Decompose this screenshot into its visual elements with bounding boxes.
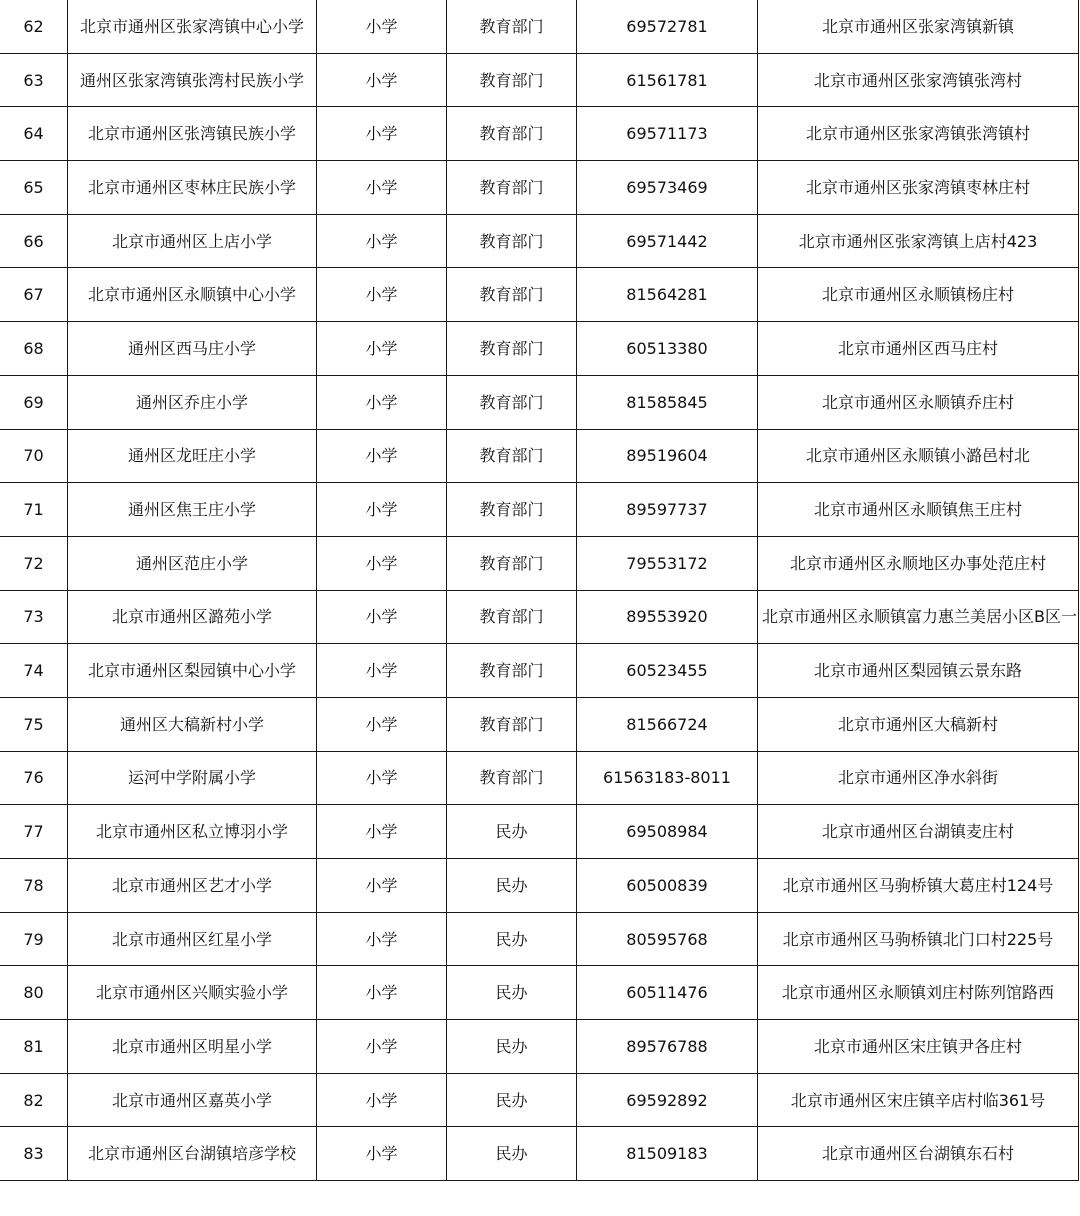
department-cell: 教育部门 [447, 53, 577, 107]
school-level-cell: 小学 [317, 536, 447, 590]
school-name-cell: 通州区张家湾镇张湾村民族小学 [68, 53, 317, 107]
school-name-cell: 北京市通州区张湾镇民族小学 [68, 107, 317, 161]
address-text: 北京市通州区永顺镇焦王庄村 [813, 500, 1022, 520]
table-row [0, 697, 1079, 751]
department-cell: 教育部门 [447, 322, 577, 376]
address-cell [758, 483, 1079, 537]
phone-cell: 81566724 [577, 697, 758, 751]
school-name-cell: 北京市通州区嘉英小学 [68, 1073, 317, 1127]
row-number-cell: 74 [0, 644, 68, 698]
school-level-cell: 小学 [317, 53, 447, 107]
address-text: 北京市通州区净水斜街 [837, 768, 998, 788]
school-level-cell: 小学 [317, 268, 447, 322]
table-row [0, 966, 1079, 1020]
table-row [0, 483, 1079, 537]
school-name-cell: 北京市通州区明星小学 [68, 1020, 317, 1074]
row-number-cell: 80 [0, 966, 68, 1020]
address-text: 北京市通州区张家湾镇枣林庄村 [805, 177, 1030, 197]
school-name-cell: 通州区焦王庄小学 [68, 483, 317, 537]
phone-cell: 60523455 [577, 644, 758, 698]
address-cell [758, 859, 1079, 913]
school-name-cell: 运河中学附属小学 [68, 751, 317, 805]
phone-cell: 81509183 [577, 1127, 758, 1181]
address-text: 北京市通州区台湖镇麦庄村 [821, 822, 1014, 842]
address-text: 北京市通州区台湖镇东石村 [821, 1144, 1014, 1164]
phone-cell: 89597737 [577, 483, 758, 537]
table-row [0, 536, 1079, 590]
address-cell [758, 966, 1079, 1020]
school-name-cell: 通州区龙旺庄小学 [68, 429, 317, 483]
department-cell: 教育部门 [447, 644, 577, 698]
phone-cell: 60513380 [577, 322, 758, 376]
address-text: 北京市通州区永顺地区办事处范庄村 [789, 553, 1046, 573]
row-number-cell: 67 [0, 268, 68, 322]
school-level-cell: 小学 [317, 214, 447, 268]
school-name-cell: 北京市通州区梨园镇中心小学 [68, 644, 317, 698]
address-cell [758, 751, 1079, 805]
row-number-cell: 75 [0, 697, 68, 751]
table-row [0, 429, 1079, 483]
school-name-cell: 通州区范庄小学 [68, 536, 317, 590]
address-cell [758, 912, 1079, 966]
school-level-cell: 小学 [317, 483, 447, 537]
address-cell [758, 107, 1079, 161]
school-level-cell: 小学 [317, 322, 447, 376]
address-text: 北京市通州区梨园镇云景东路 [813, 661, 1022, 681]
address-text: 北京市通州区马驹桥镇大葛庄村124号 [782, 875, 1054, 895]
table-row [0, 322, 1079, 376]
row-number-cell: 69 [0, 375, 68, 429]
row-number-cell: 62 [0, 0, 68, 53]
school-level-cell: 小学 [317, 751, 447, 805]
address-cell [758, 0, 1079, 53]
address-text: 北京市通州区永顺镇乔庄村 [821, 392, 1014, 412]
address-cell [758, 1127, 1079, 1181]
row-number-cell: 83 [0, 1127, 68, 1181]
school-name-cell: 北京市通州区台湖镇培彦学校 [68, 1127, 317, 1181]
department-cell: 教育部门 [447, 268, 577, 322]
department-cell: 教育部门 [447, 214, 577, 268]
address-text: 北京市通州区张家湾镇新镇 [821, 16, 1014, 36]
department-cell: 教育部门 [447, 483, 577, 537]
phone-cell: 61563183-8011 [577, 751, 758, 805]
school-name-cell: 通州区西马庄小学 [68, 322, 317, 376]
phone-cell: 89576788 [577, 1020, 758, 1074]
phone-cell: 69573469 [577, 161, 758, 215]
department-cell: 教育部门 [447, 536, 577, 590]
school-name-cell: 北京市通州区红星小学 [68, 912, 317, 966]
address-cell [758, 697, 1079, 751]
address-cell [758, 590, 1079, 644]
phone-cell: 81585845 [577, 375, 758, 429]
phone-cell: 60511476 [577, 966, 758, 1020]
phone-cell: 89553920 [577, 590, 758, 644]
department-cell: 教育部门 [447, 590, 577, 644]
department-cell: 教育部门 [447, 697, 577, 751]
phone-cell: 81564281 [577, 268, 758, 322]
department-cell: 民办 [447, 1020, 577, 1074]
address-text: 北京市通州区宋庄镇辛店村临361号 [790, 1090, 1046, 1110]
school-level-cell: 小学 [317, 1073, 447, 1127]
department-cell: 教育部门 [447, 429, 577, 483]
row-number-cell: 63 [0, 53, 68, 107]
table-row [0, 268, 1079, 322]
school-level-cell: 小学 [317, 644, 447, 698]
table-row [0, 1020, 1079, 1074]
school-name-cell: 北京市通州区潞苑小学 [68, 590, 317, 644]
phone-cell: 69571442 [577, 214, 758, 268]
school-level-cell: 小学 [317, 859, 447, 913]
department-cell: 民办 [447, 912, 577, 966]
address-cell [758, 214, 1079, 268]
table-row [0, 53, 1079, 107]
phone-cell: 61561781 [577, 53, 758, 107]
row-number-cell: 78 [0, 859, 68, 913]
row-number-cell: 81 [0, 1020, 68, 1074]
department-cell: 教育部门 [447, 0, 577, 53]
address-cell [758, 1073, 1079, 1127]
table-row [0, 161, 1079, 215]
row-number-cell: 68 [0, 322, 68, 376]
school-level-cell: 小学 [317, 107, 447, 161]
school-level-cell: 小学 [317, 697, 447, 751]
phone-cell: 69572781 [577, 0, 758, 53]
table-row [0, 644, 1079, 698]
address-cell [758, 429, 1079, 483]
address-text: 北京市通州区张家湾镇张湾村 [813, 70, 1022, 90]
department-cell: 教育部门 [447, 107, 577, 161]
address-text: 北京市通州区永顺镇小潞邑村北 [805, 446, 1030, 466]
address-cell [758, 644, 1079, 698]
phone-cell: 69508984 [577, 805, 758, 859]
address-text: 北京市通州区永顺镇杨庄村 [821, 285, 1014, 305]
row-number-cell: 71 [0, 483, 68, 537]
department-cell: 教育部门 [447, 375, 577, 429]
school-name-cell: 北京市通州区永顺镇中心小学 [68, 268, 317, 322]
address-text: 北京市通州区永顺镇富力惠兰美居小区B区一 [762, 607, 1077, 627]
department-cell: 民办 [447, 805, 577, 859]
address-text: 北京市通州区张家湾镇张湾镇村 [805, 124, 1030, 144]
address-cell [758, 268, 1079, 322]
row-number-cell: 79 [0, 912, 68, 966]
table-row [0, 0, 1079, 53]
department-cell: 民办 [447, 859, 577, 913]
school-level-cell: 小学 [317, 1020, 447, 1074]
row-number-cell: 66 [0, 214, 68, 268]
table-row [0, 912, 1079, 966]
department-cell: 民办 [447, 1073, 577, 1127]
address-text: 北京市通州区张家湾镇上店村423 [798, 231, 1038, 251]
row-number-cell: 82 [0, 1073, 68, 1127]
school-name-cell: 通州区大稿新村小学 [68, 697, 317, 751]
school-level-cell: 小学 [317, 912, 447, 966]
school-level-cell: 小学 [317, 966, 447, 1020]
department-cell: 教育部门 [447, 751, 577, 805]
table-row [0, 107, 1079, 161]
table-row [0, 751, 1079, 805]
address-text: 北京市通州区宋庄镇尹各庄村 [813, 1036, 1022, 1056]
phone-cell: 60500839 [577, 859, 758, 913]
table-row [0, 859, 1079, 913]
phone-cell: 69571173 [577, 107, 758, 161]
school-name-cell: 北京市通州区上店小学 [68, 214, 317, 268]
school-name-cell: 北京市通州区艺才小学 [68, 859, 317, 913]
phone-cell: 89519604 [577, 429, 758, 483]
table-row [0, 1127, 1079, 1181]
table-row [0, 1073, 1079, 1127]
row-number-cell: 65 [0, 161, 68, 215]
address-text: 北京市通州区马驹桥镇北门口村225号 [782, 929, 1054, 949]
address-cell [758, 53, 1079, 107]
school-level-cell: 小学 [317, 1127, 447, 1181]
school-name-cell: 北京市通州区私立博羽小学 [68, 805, 317, 859]
school-name-cell: 北京市通州区张家湾镇中心小学 [68, 0, 317, 53]
school-name-cell: 北京市通州区兴顺实验小学 [68, 966, 317, 1020]
row-number-cell: 72 [0, 536, 68, 590]
department-cell: 民办 [447, 1127, 577, 1181]
row-number-cell: 70 [0, 429, 68, 483]
address-cell [758, 1020, 1079, 1074]
school-level-cell: 小学 [317, 0, 447, 53]
table-row [0, 590, 1079, 644]
address-cell [758, 536, 1079, 590]
school-level-cell: 小学 [317, 590, 447, 644]
school-level-cell: 小学 [317, 805, 447, 859]
school-level-cell: 小学 [317, 375, 447, 429]
table-row [0, 214, 1079, 268]
address-cell [758, 322, 1079, 376]
department-cell: 民办 [447, 966, 577, 1020]
address-text: 北京市通州区西马庄村 [837, 338, 998, 358]
table-row [0, 805, 1079, 859]
school-level-cell: 小学 [317, 161, 447, 215]
phone-cell: 79553172 [577, 536, 758, 590]
school-name-cell: 通州区乔庄小学 [68, 375, 317, 429]
row-number-cell: 64 [0, 107, 68, 161]
address-text: 北京市通州区永顺镇刘庄村陈列馆路西 [781, 983, 1054, 1003]
row-number-cell: 77 [0, 805, 68, 859]
row-number-cell: 73 [0, 590, 68, 644]
department-cell: 教育部门 [447, 161, 577, 215]
row-number-cell: 76 [0, 751, 68, 805]
address-cell [758, 161, 1079, 215]
address-text: 北京市通州区大稿新村 [837, 714, 998, 734]
phone-cell: 69592892 [577, 1073, 758, 1127]
address-cell [758, 805, 1079, 859]
table-row [0, 375, 1079, 429]
school-level-cell: 小学 [317, 429, 447, 483]
address-cell [758, 375, 1079, 429]
school-name-cell: 北京市通州区枣林庄民族小学 [68, 161, 317, 215]
phone-cell: 80595768 [577, 912, 758, 966]
